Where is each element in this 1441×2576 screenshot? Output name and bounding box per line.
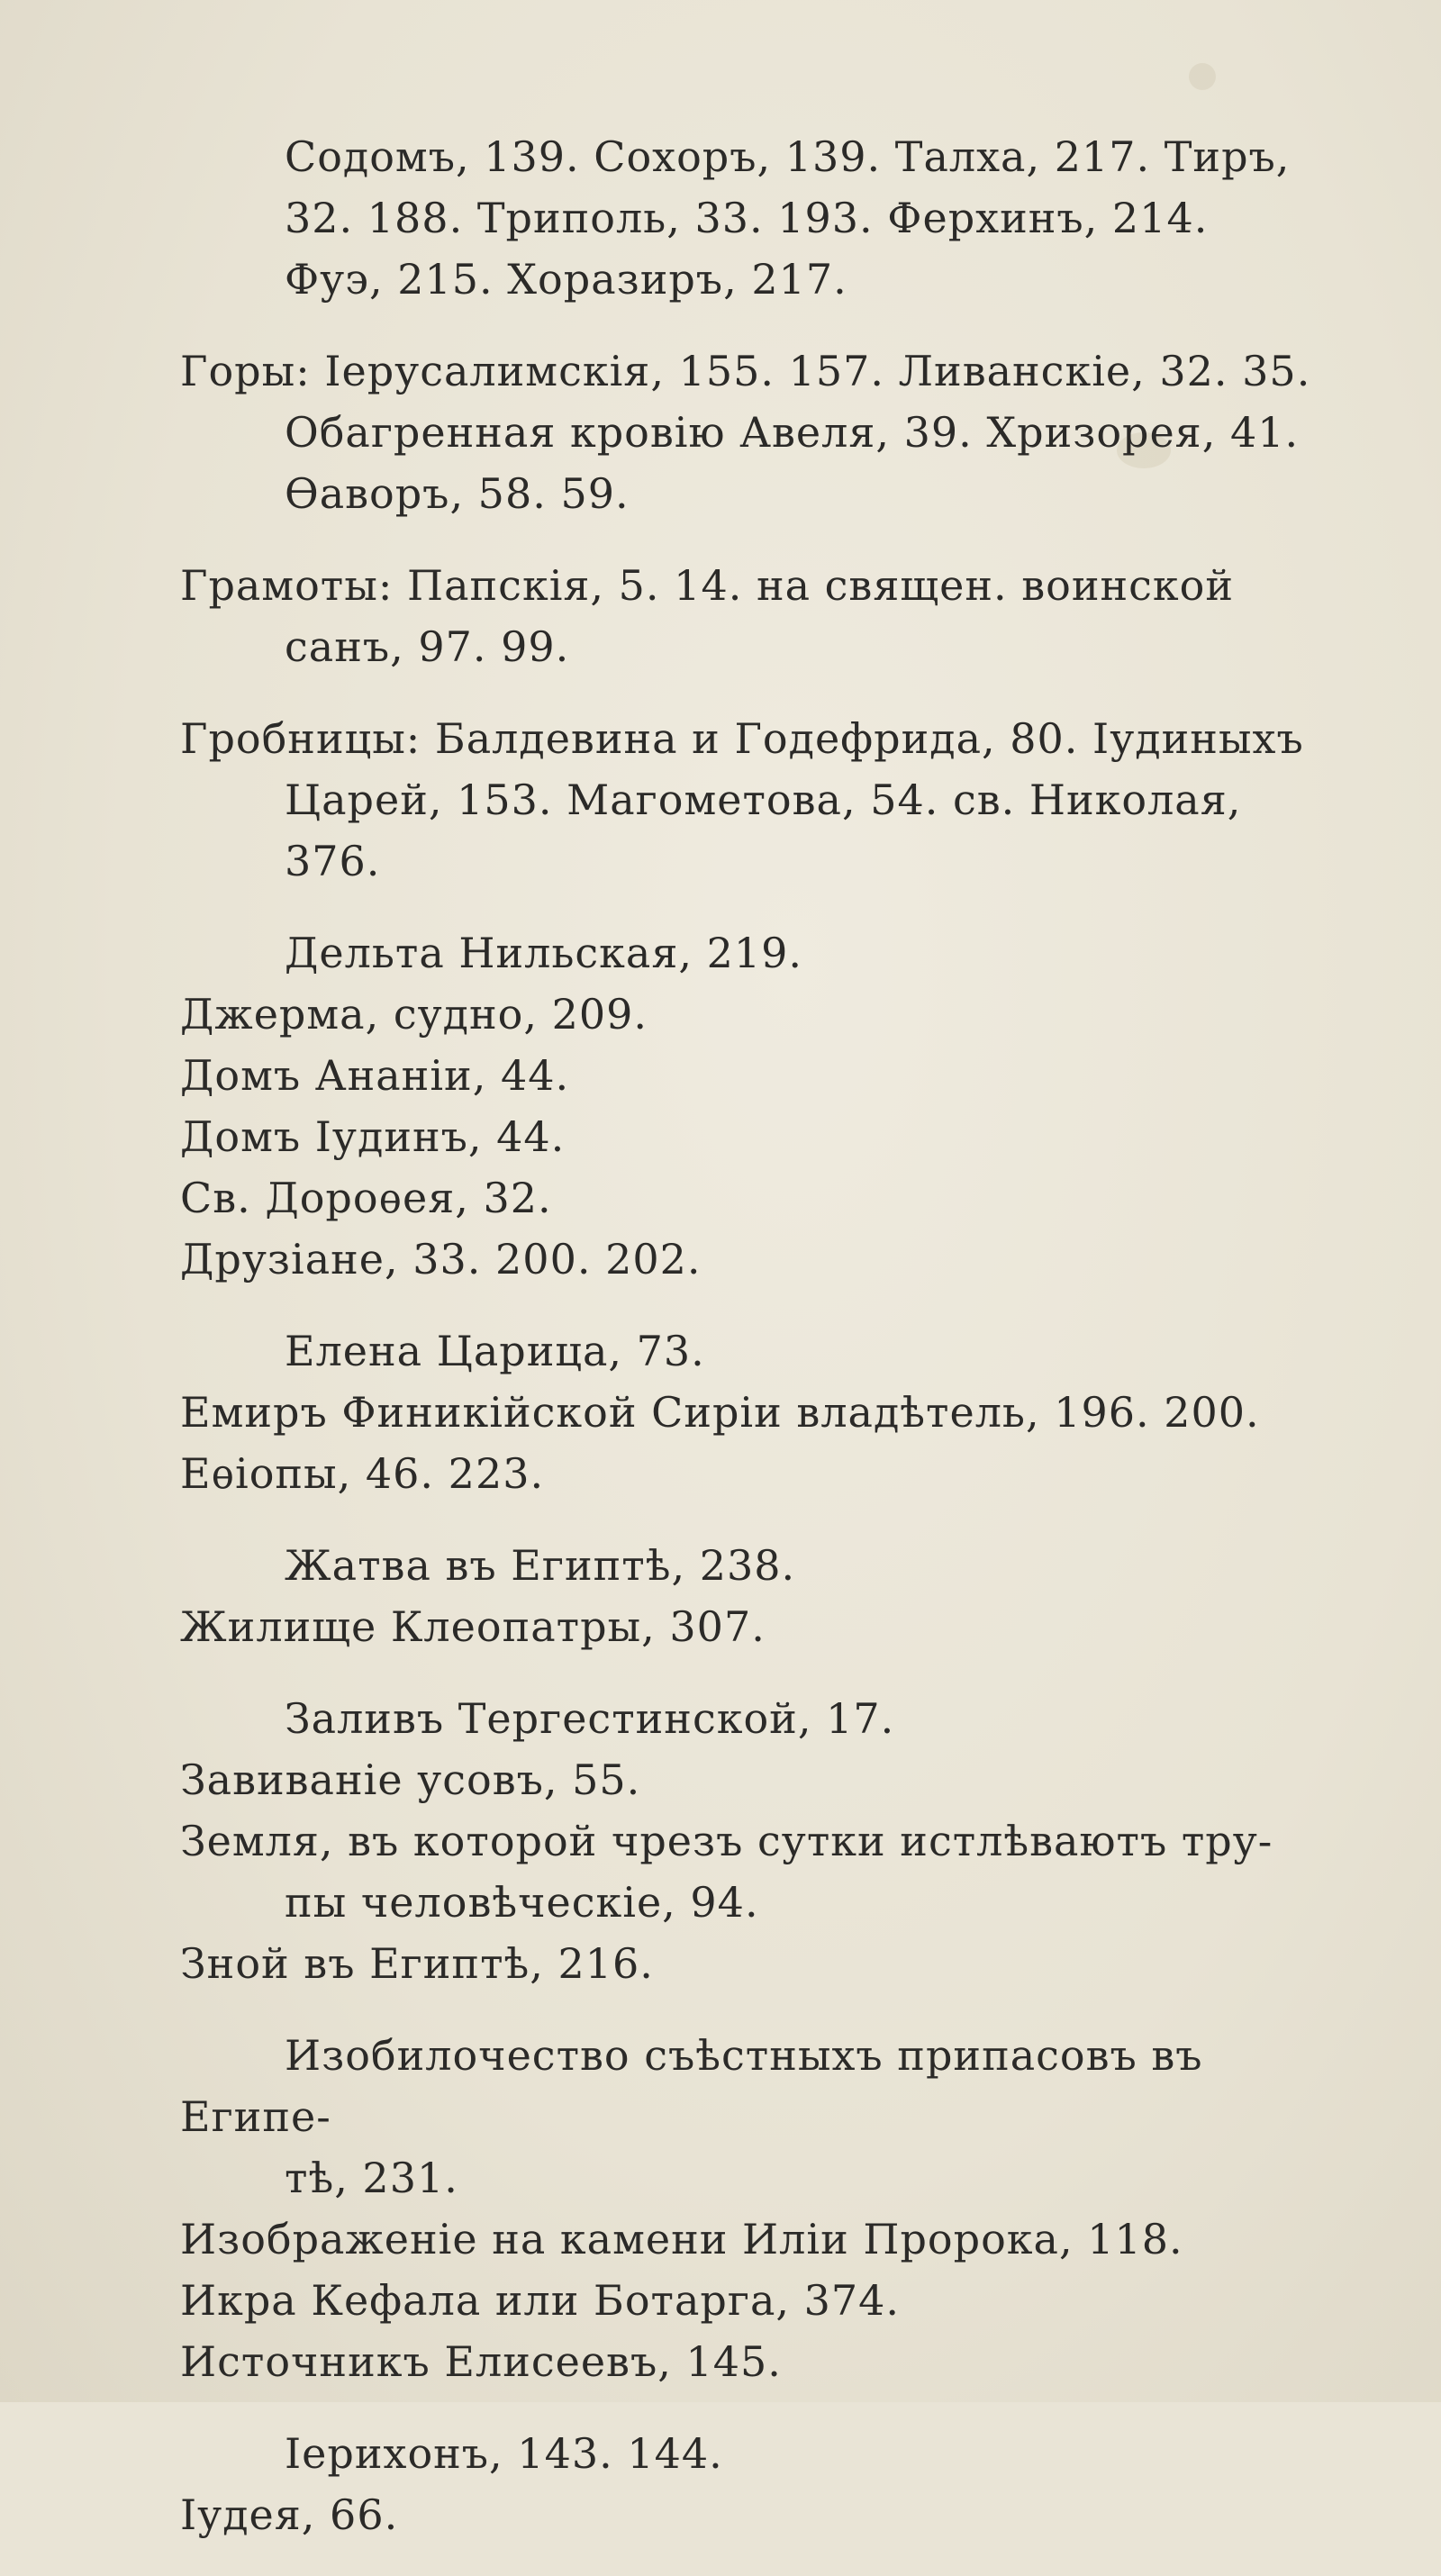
index-line: Обагренная кровію Авеля, 39. Хризорея, 41. (285, 408, 1300, 457)
index-line: Источникъ Елисеевъ, 145. (180, 2337, 782, 2386)
index-line: Ѳаворъ, 58. 59. (285, 469, 630, 518)
index-line: Дельта Нильская, 219. (285, 929, 803, 977)
index-line: Емиръ Финикійской Сиріи владѣтель, 196. 200. (180, 1388, 1260, 1437)
index-line: Св. Дороѳея, 32. (180, 1174, 552, 1222)
index-entry (180, 555, 1342, 677)
paper-stain (1189, 63, 1216, 90)
index-line: Грамоты: Папскія, 5. 14. на священ. воинской (180, 561, 1235, 610)
index-line: Изобилочество съѣстныхъ припасовъ въ Египе- (180, 2031, 1203, 2141)
letter-section-e (180, 1320, 1342, 1504)
index-line: Іерихонъ, 143. 144. (285, 2429, 723, 2478)
index-line: тѣ, 231. (285, 2154, 458, 2202)
index-line: Царей, 153. Магометова, 54. св. Николая, 376. (285, 776, 1242, 885)
index-line: Домъ Ананіи, 44. (180, 1051, 570, 1100)
letter-section-zh (180, 1535, 1342, 1657)
index-line: Завиваніе усовъ, 55. (180, 1755, 641, 1804)
index-line: Жатва въ Египтѣ, 238. (285, 1541, 796, 1590)
index-line: Заливъ Тергестинской, 17. (285, 1694, 895, 1743)
index-line: 32. 188. Триполь, 33. 193. Ферхинъ, 214. (285, 194, 1209, 242)
index-line: Содомъ, 139. Сохоръ, 139. Талха, 217. Тиръ, (285, 132, 1291, 181)
index-line: Друзіане, 33. 200. 202. (180, 1235, 702, 1283)
index-line: пы человѣческіе, 94. (285, 1878, 759, 1927)
index-line: Гробницы: Балдевина и Годефрида, 80. Іудиныхъ (180, 714, 1304, 763)
letter-section-z (180, 1688, 1342, 1994)
index-line: Земля, въ которой чрезъ сутки истлѣваютъ тру- (180, 1817, 1273, 1865)
index-line: Іудея, 66. (180, 2490, 399, 2539)
index-line: санъ, 97. 99. (285, 622, 570, 671)
index-line: Еѳіопы, 46. 223. (180, 1449, 545, 1498)
index-line: Жилище Клеопатры, 307. (180, 1602, 766, 1651)
index-entry (180, 708, 1342, 892)
letter-section-d (180, 922, 1342, 1290)
letter-section-i-decimal (180, 2423, 1342, 2545)
index-text (180, 126, 1342, 2576)
index-line: Зной въ Египтѣ, 216. (180, 1939, 654, 1988)
index-line: Изображеніе на камени Иліи Пророка, 118. (180, 2215, 1183, 2263)
index-entry (180, 340, 1342, 524)
index-line: Домъ Іудинъ, 44. (180, 1112, 566, 1161)
letter-section-i (180, 2025, 1342, 2392)
index-line: Фуэ, 215. Хоразиръ, 217. (285, 255, 847, 304)
index-line: Елена Царица, 73. (285, 1327, 705, 1375)
index-line: Икра Кефала или Ботарга, 374. (180, 2276, 901, 2325)
index-line: Горы: Іерусалимскія, 155. 157. Ливанскіе, 32. 35. (180, 347, 1311, 395)
index-entry (180, 126, 1342, 310)
index-line: Джерма, судно, 209. (180, 990, 648, 1039)
